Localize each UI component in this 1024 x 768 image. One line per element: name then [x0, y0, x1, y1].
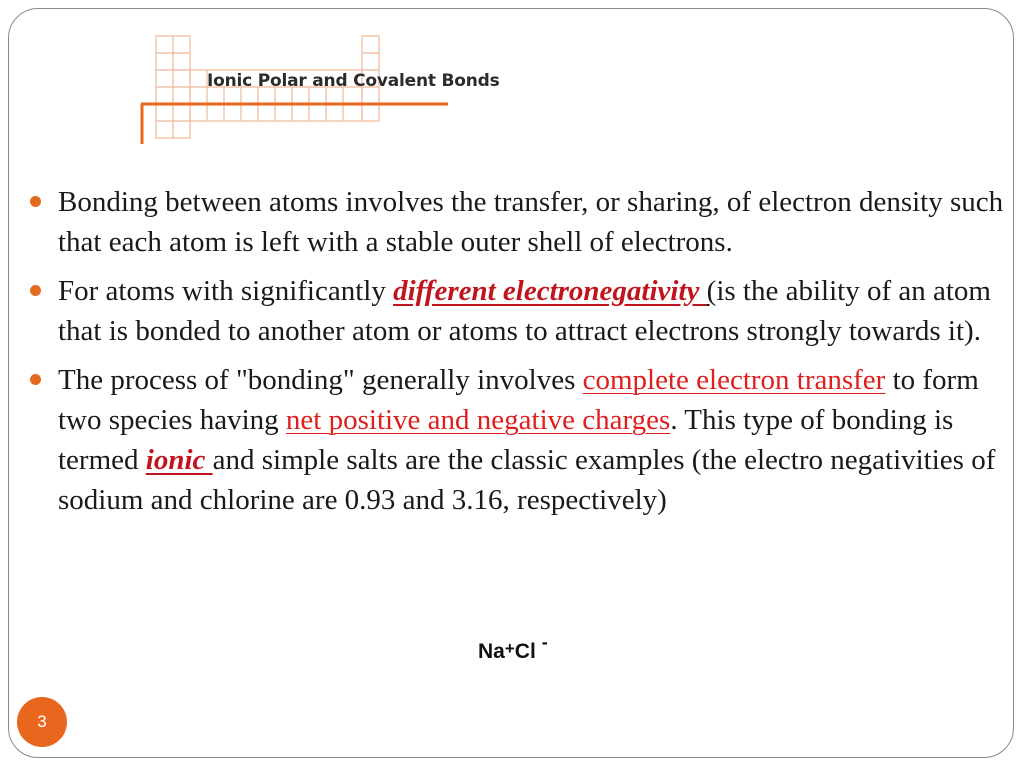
bullet-3-text-2: to form two species having — [58, 364, 979, 436]
bullet-item-1 — [30, 182, 1005, 262]
bullet-dot-icon — [30, 196, 41, 207]
bullet-item-3 — [30, 360, 1005, 520]
bullet-2-text-2: is the ability of an atom that is bonded to another atom or atoms to attract electrons strongly towards it). — [58, 275, 991, 347]
anion-charge: - — [541, 632, 548, 652]
slide-number-badge — [17, 697, 67, 747]
slide-title: Ionic Polar and Covalent Bonds — [207, 71, 500, 91]
electronegativity-paren: ( — [706, 275, 717, 307]
electron-transfer-link[interactable]: complete electron transfer — [582, 364, 886, 396]
bullet-list — [30, 182, 1005, 529]
bullet-dot-icon — [30, 374, 41, 385]
slide-number: 3 — [37, 712, 47, 731]
cation-charge: + — [504, 639, 515, 658]
bullet-2-text-1: For atoms with significantly — [58, 275, 394, 307]
bullet-item-2 — [30, 271, 1005, 351]
bullet-3-text-1: The process of "bonding" generally involves — [58, 364, 583, 396]
ionic-link[interactable]: ionic — [145, 444, 213, 476]
cation-symbol: Na — [478, 640, 505, 663]
net-charges-link[interactable]: net positive and negative charges — [285, 404, 671, 436]
bullet-3-text-4: and simple salts are the classic examples (the electro negativities of sodium and chlorine are 0.93 and 3.16, respectively) — [58, 444, 996, 516]
bullet-3-text-3: . This type of bonding is termed — [58, 404, 954, 476]
bullet-1-text: Bonding between atoms involves the transfer, or sharing, of electron density such that each atom is left with a stable outer shell of electrons. — [58, 186, 1004, 258]
electronegativity-link[interactable]: different electronegativity — [393, 275, 707, 307]
nacl-formula — [478, 632, 548, 664]
anion-symbol: Cl — [514, 640, 536, 663]
bullet-dot-icon — [30, 285, 41, 296]
